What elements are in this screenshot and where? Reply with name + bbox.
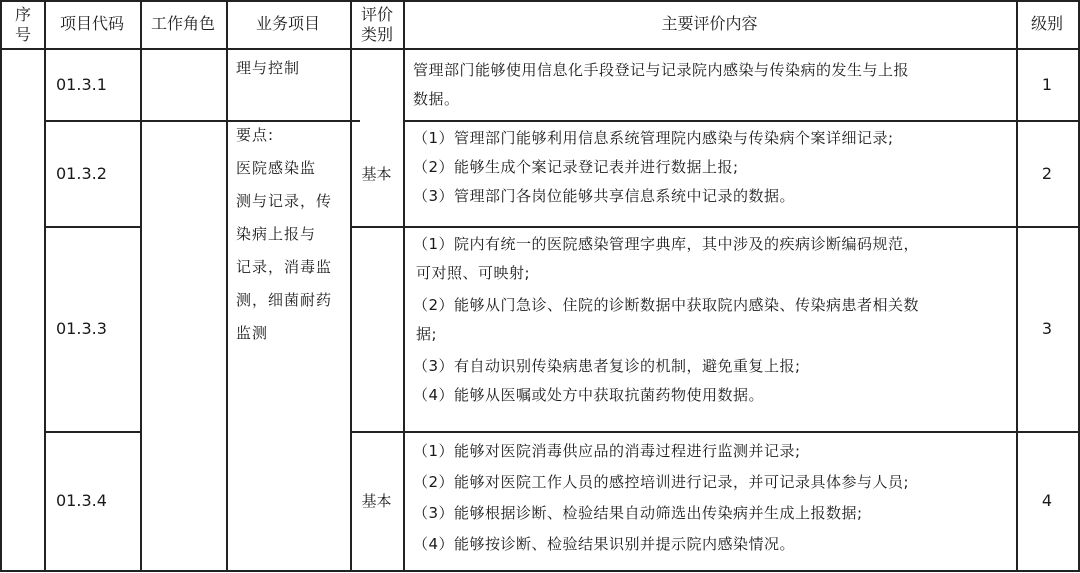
content-line: （3）有自动识别传染病患者复诊的机制，避免重复上报; (413, 357, 801, 375)
header-category (360, 2, 394, 48)
business-points-label: 要点: (236, 126, 275, 144)
header-seq-text: 序号 (14, 5, 31, 44)
row2-content (403, 124, 1016, 211)
header-content: 主要评价内容 (661, 14, 758, 33)
business-cell (226, 52, 350, 392)
header-category-text: 评价类别 (360, 5, 393, 44)
row4-content (403, 436, 1016, 560)
content-line: （3）能够根据诊断、检验结果自动筛选出传染病并生成上报数据; (413, 504, 863, 522)
content-line: （3）管理部门各岗位能够共享信息系统中记录的数据。 (413, 187, 796, 205)
business-point: 医院感染监 (236, 159, 317, 177)
business-point: 记录，消毒监 (236, 258, 333, 276)
row2-category: 基本 (361, 164, 392, 183)
row4-category: 基本 (361, 492, 392, 510)
business-point: 染病上报与 (236, 225, 317, 243)
row1-code: 01.3.1 (56, 74, 107, 94)
col-line-0 (0, 0, 2, 572)
content-line: 数据。 (413, 90, 460, 108)
header-biz: 业务项目 (255, 14, 320, 33)
row4-level: 4 (1041, 491, 1053, 510)
business-line1: 理与控制 (236, 59, 301, 77)
content-line: 据; (416, 325, 438, 343)
header-role: 工作角色 (150, 14, 215, 33)
row-divider-3b (350, 431, 1080, 433)
row3-level: 3 (1041, 319, 1053, 338)
content-line: （1）能够对医院消毒供应品的消毒过程进行监测并记录; (413, 442, 801, 460)
table-border-bottom (0, 570, 1080, 572)
row2-level: 2 (1041, 163, 1053, 183)
content-line: 可对照、可映射; (416, 264, 531, 282)
content-line: （4）能够按诊断、检验结果识别并提示院内感染情况。 (413, 535, 796, 553)
content-line: （2）能够对医院工作人员的感控培训进行记录，并可记录具体参与人员; (413, 473, 910, 491)
business-point: 监测 (236, 324, 269, 342)
business-point: 测与记录，传 (236, 192, 333, 210)
row-divider-1b (403, 120, 1080, 122)
header-seq (14, 2, 32, 48)
content-line: （1）院内有统一的医院感染管理字典库，其中涉及的疾病诊断编码规范， (413, 235, 920, 253)
header-divider (0, 48, 1080, 50)
row1-content (403, 56, 1016, 114)
row2-code: 01.3.2 (56, 163, 107, 183)
content-line: 管理部门能够使用信息化手段登记与记录院内感染与传染病的发生与上报 (413, 61, 910, 79)
content-line: （1）管理部门能够利用信息系统管理院内感染与传染病个案详细记录; (413, 129, 894, 147)
row4-code: 01.3.4 (56, 491, 107, 510)
row3-code: 01.3.3 (56, 319, 107, 338)
row1-level: 1 (1041, 74, 1053, 94)
col-line-2 (140, 0, 142, 572)
business-point: 测，细菌耐药 (236, 291, 333, 309)
content-line: （2）能够从门急诊、住院的诊断数据中获取院内感染、传染病患者相关数 (413, 296, 920, 314)
header-level: 级别 (1030, 14, 1063, 33)
header-code: 项目代码 (59, 14, 124, 33)
col-line-7 (1078, 0, 1080, 572)
row-divider-2b (350, 226, 1080, 228)
row3-content (403, 230, 1016, 410)
content-line: （2）能够生成个案记录登记表并进行数据上报; (413, 158, 739, 176)
content-line: （4）能够从医嘱或处方中获取抗菌药物使用数据。 (413, 386, 765, 404)
